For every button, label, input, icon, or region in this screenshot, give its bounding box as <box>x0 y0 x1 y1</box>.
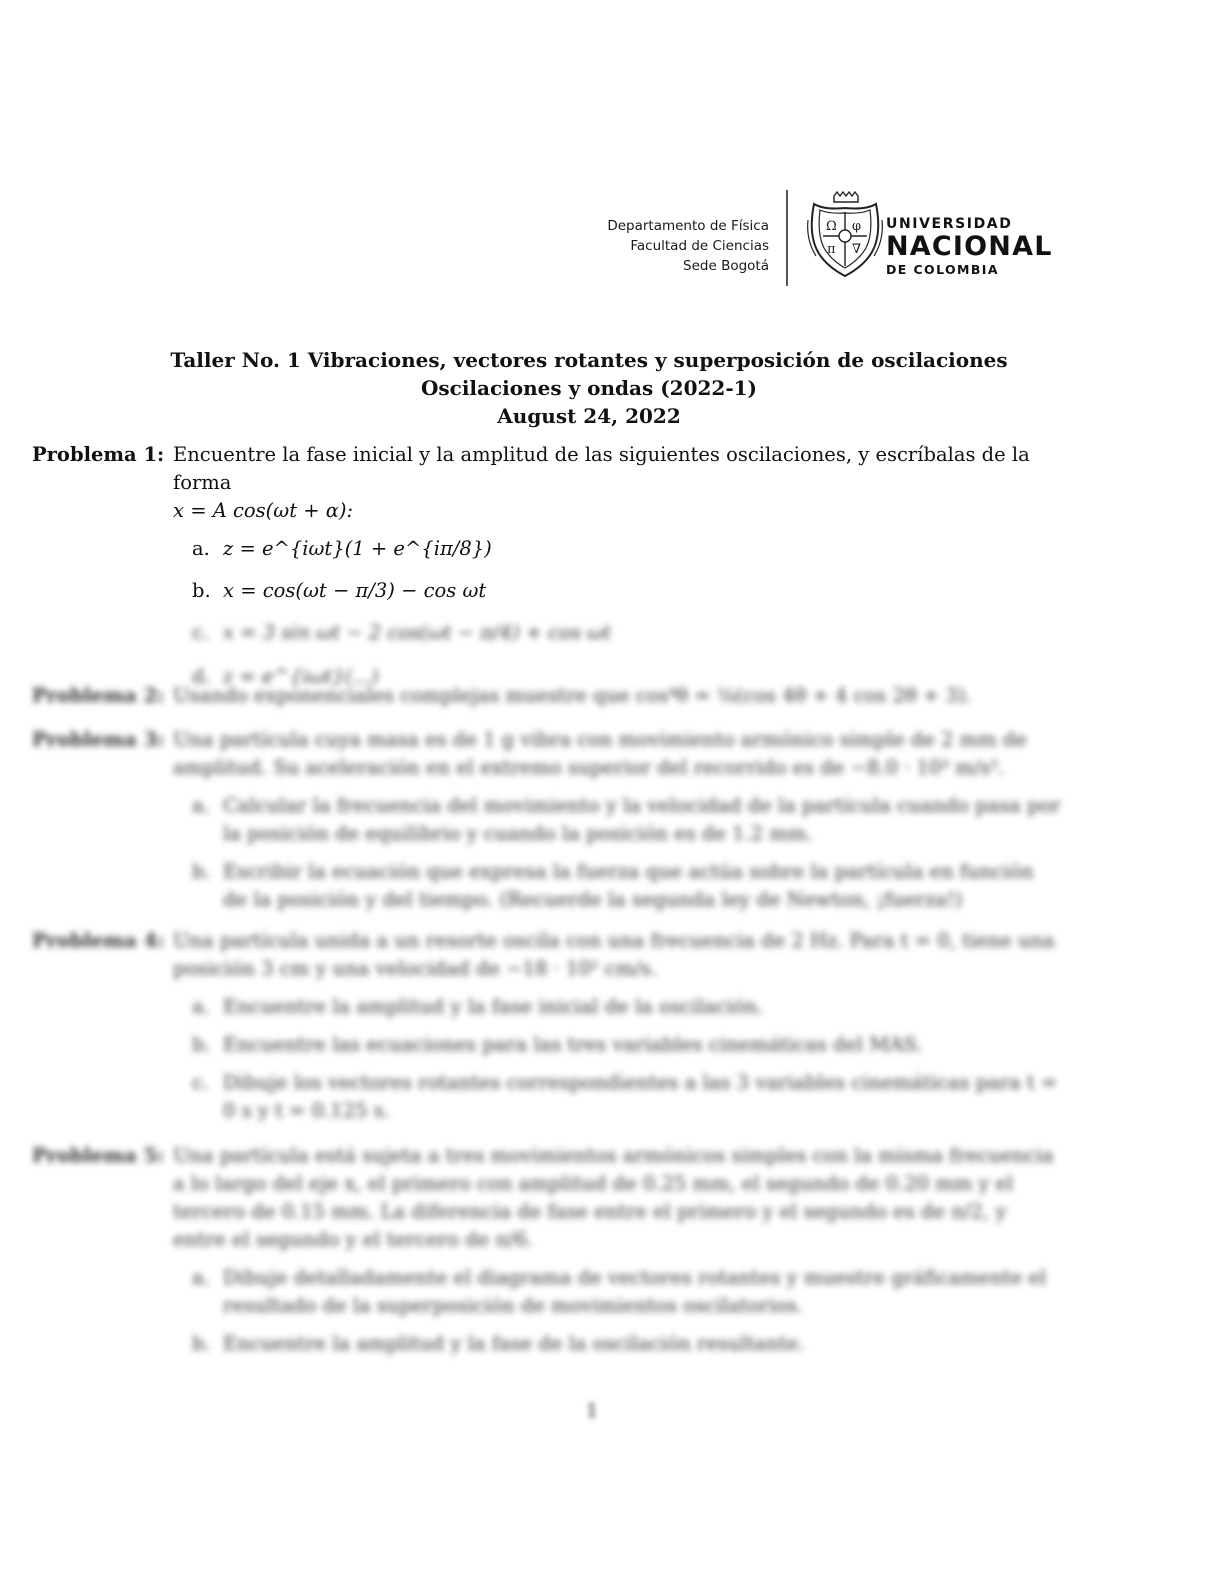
problem-4-item-a <box>192 993 1062 1021</box>
title-line-3: August 24, 2022 <box>497 404 681 428</box>
problem-4-item-b <box>192 1031 1062 1059</box>
item-text: Dibuje los vectores rotantes correspondientes a las 3 variables cinemáticas para t = 0 s y t = 0.125 s. <box>223 1071 1058 1122</box>
svg-text:∇: ∇ <box>852 242 862 257</box>
problem-5-item-b <box>192 1330 1062 1358</box>
item-text: Encuentre la amplitud y la fase de la oscilación resultante. <box>223 1332 805 1355</box>
page-number: 1 <box>585 1400 599 1422</box>
item-text: Encuentre la amplitud y la fase inicial de la oscilación. <box>223 995 764 1018</box>
university-line-3: DE COLOMBIA <box>886 262 999 277</box>
item-letter: c. <box>192 1071 210 1094</box>
problem-1-form: x = A cos(ωt + α): <box>173 499 354 522</box>
problem-5-label: Problema 5: <box>32 1144 165 1167</box>
problem-5 <box>32 1142 1062 1358</box>
title-line-1: Taller No. 1 Vibraciones, vectores rotantes y superposición de oscilaciones <box>170 348 1008 372</box>
header-divider <box>786 190 788 286</box>
item-text: z = e^{iωt}(...) <box>223 665 379 688</box>
problem-4-text: Una partícula unida a un resorte oscila con una frecuencia de 2 Hz. Para t = 0, tiene una posición 3 cm y una velocidad de −18 · 10² cm/s. <box>173 929 1055 980</box>
university-wordmark <box>886 216 1053 278</box>
problem-4-item-c <box>192 1069 1062 1125</box>
problem-3-item-a <box>192 792 1062 848</box>
problem-5-text: Una partícula está sujeta a tres movimientos armónicos simples con la misma frecuencia a lo largo del eje x, el primero con amplitud de 0.25 mm, el segundo de 0.20 mm y el tercero de 0.15 mm. La diferencia de fase entre el primero y el segundo es de π/2, y entre el segundo y el tercero de π/6. <box>173 1144 1054 1251</box>
problem-3-item-b <box>192 858 1062 914</box>
problem-4 <box>32 927 1062 1125</box>
item-letter: c. <box>192 621 210 644</box>
item-text: Dibuje detalladamente el diagrama de vectores rotantes y muestre gráficamente el resultado de la superposición de movimientos oscilatorios. <box>223 1266 1047 1317</box>
item-text: z = e^{iωt}(1 + e^{iπ/8}) <box>223 537 492 560</box>
problem-5-item-a <box>192 1264 1062 1320</box>
title-line-2: Oscilaciones y ondas (2022-1) <box>420 376 758 400</box>
item-letter: a. <box>192 794 210 817</box>
problem-2-text: Usando exponenciales complejas muestre que cos⁴θ = ⅛(cos 4θ + 4 cos 2θ + 3). <box>173 684 972 707</box>
item-letter: a. <box>192 1266 210 1289</box>
svg-text:φ: φ <box>852 219 862 234</box>
problem-1-label: Problema 1: <box>32 443 165 466</box>
department-block <box>549 216 769 276</box>
item-text: Escribir la ecuación que expresa la fuerza que actúa sobre la partícula en función de la posición y del tiempo. (Recuerde la segunda ley de Newton, ¡fuerza!) <box>223 860 1034 911</box>
department-line: Departamento de Física <box>607 218 769 234</box>
item-letter: a. <box>192 995 210 1018</box>
item-text: x = 3 sin ωt − 2 cos(ωt − π/4) + cos ωt <box>223 621 611 644</box>
campus-line: Sede Bogotá <box>683 258 769 274</box>
item-text: x = cos(ωt − π/3) − cos ωt <box>223 579 487 602</box>
university-line-2: NACIONAL <box>886 231 1053 262</box>
document-title <box>0 346 1178 430</box>
item-letter: b. <box>192 1332 211 1355</box>
university-seal-icon <box>806 190 884 280</box>
university-line-1: UNIVERSIDAD <box>886 216 1013 232</box>
faculty-line: Facultad de Ciencias <box>630 238 769 254</box>
item-text: Encuentre las ecuaciones para las tres variables cinemáticas del MAS. <box>223 1033 923 1056</box>
problem-1-item-b <box>192 577 1062 605</box>
svg-text:Ω: Ω <box>826 219 837 234</box>
item-letter: b. <box>192 1033 211 1056</box>
problem-3-label: Problema 3: <box>32 728 165 751</box>
item-letter: b. <box>192 579 211 602</box>
item-letter: a. <box>192 537 210 560</box>
svg-text:π: π <box>827 242 836 257</box>
problem-2 <box>32 682 1062 710</box>
item-letter: d. <box>192 665 211 688</box>
problem-1-text: Encuentre la fase inicial y la amplitud de las siguientes oscilaciones, y escríbalas de la forma <box>173 443 1030 494</box>
item-letter: b. <box>192 860 211 883</box>
problem-1-item-a <box>192 535 1062 563</box>
problem-3-text: Una partícula cuya masa es de 1 g vibra con movimiento armónico simple de 2 mm de amplitud. Su aceleración en el extremo superior del recorrido es de −8.0 · 10³ m/s². <box>173 728 1027 779</box>
problem-3 <box>32 726 1062 914</box>
problem-2-label: Problema 2: <box>32 684 165 707</box>
problem-1-item-c <box>192 619 1062 647</box>
item-text: Calcular la frecuencia del movimiento y la velocidad de la partícula cuando pasa por la posición de equilibrio y cuando la posición es de 1.2 mm. <box>223 794 1061 845</box>
problem-1 <box>32 441 1062 691</box>
problem-4-label: Problema 4: <box>32 929 165 952</box>
